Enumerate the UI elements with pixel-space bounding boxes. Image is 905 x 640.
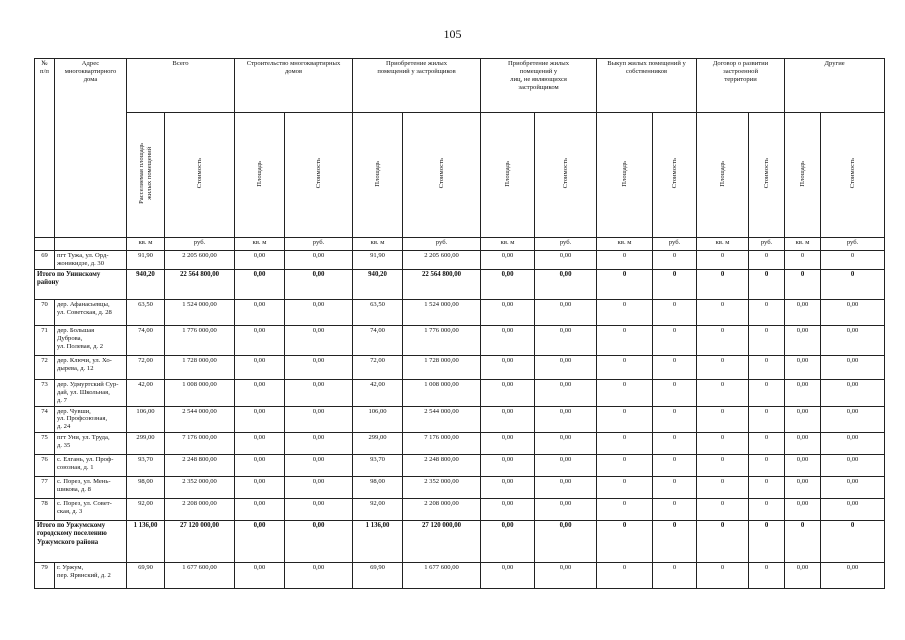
header-subcolumn-label: Стоимость <box>437 158 445 189</box>
value-cell: 0,00 <box>535 433 597 455</box>
value-cell: 0,00 <box>481 251 535 270</box>
header-subcolumn-label: Расселяемая площадь жилых помещений <box>137 143 153 204</box>
value-cell: 1 008 000,00 <box>165 379 235 406</box>
value-cell: 0,00 <box>285 521 353 563</box>
value-cell: 0,00 <box>785 433 821 455</box>
value-cell: 0,00 <box>481 455 535 477</box>
table-row <box>35 477 885 499</box>
header-subcolumn-label: Стоимость <box>670 158 678 189</box>
value-cell: 0 <box>653 355 697 379</box>
value-cell: 0,00 <box>785 355 821 379</box>
subtotal-label: Итого по Унинскому району <box>35 269 127 299</box>
header-num: № п/п <box>35 59 55 238</box>
address-cell: пгт Тужа, ул. Орд- жоникидзе, д. 30 <box>55 251 127 270</box>
value-cell: 0,00 <box>535 563 597 589</box>
value-cell: 0 <box>697 355 749 379</box>
value-cell: 0 <box>749 355 785 379</box>
value-cell: 106,00 <box>353 406 403 433</box>
value-cell: 92,00 <box>353 499 403 521</box>
address-cell: с. Порез, ул. Совет- ская, д. 3 <box>55 499 127 521</box>
value-cell: 0 <box>697 269 749 299</box>
value-cell: 299,00 <box>353 433 403 455</box>
subtotal-row <box>35 521 885 563</box>
value-cell: 0 <box>749 521 785 563</box>
header-subcolumn <box>285 113 353 238</box>
unit-blank-num <box>35 238 55 251</box>
value-cell: 0,00 <box>285 251 353 270</box>
value-cell: 940,20 <box>127 269 165 299</box>
value-cell: 0,00 <box>235 299 285 325</box>
value-cell: 0 <box>749 325 785 355</box>
value-cell: 42,00 <box>353 379 403 406</box>
value-cell: 0,00 <box>481 433 535 455</box>
row-number: 70 <box>35 299 55 325</box>
value-cell: 0,00 <box>535 499 597 521</box>
value-cell: 0,00 <box>235 433 285 455</box>
value-cell: 0 <box>597 251 653 270</box>
table-row <box>35 455 885 477</box>
value-cell: 0 <box>749 477 785 499</box>
table-row <box>35 379 885 406</box>
value-cell: 0 <box>597 325 653 355</box>
value-cell: 0,00 <box>481 299 535 325</box>
subtotal-row <box>35 269 885 299</box>
table-row <box>35 299 885 325</box>
value-cell: 0 <box>697 477 749 499</box>
value-cell: 0 <box>749 379 785 406</box>
header-subcolumn-label: Площадь <box>503 160 511 187</box>
row-number: 72 <box>35 355 55 379</box>
row-number: 69 <box>35 251 55 270</box>
address-cell: пгт Уни, ул. Труда, д. 35 <box>55 433 127 455</box>
value-cell: 0 <box>697 379 749 406</box>
header-subcolumn <box>697 113 749 238</box>
row-number: 71 <box>35 325 55 355</box>
value-cell: 0,00 <box>821 455 885 477</box>
value-cell: 0 <box>697 299 749 325</box>
unit-cell: кв. м <box>785 238 821 251</box>
unit-cell: руб. <box>285 238 353 251</box>
value-cell: 1 136,00 <box>127 521 165 563</box>
value-cell: 0,00 <box>285 406 353 433</box>
value-cell: 0 <box>697 563 749 589</box>
page-number: 105 <box>443 27 462 41</box>
value-cell: 0 <box>697 455 749 477</box>
unit-blank-address <box>55 238 127 251</box>
header-subcolumn <box>235 113 285 238</box>
value-cell: 0 <box>597 455 653 477</box>
header-group-row <box>35 59 885 113</box>
value-cell: 72,00 <box>353 355 403 379</box>
unit-cell: кв. м <box>481 238 535 251</box>
value-cell: 0 <box>653 251 697 270</box>
header-group: Приобретение жилых помещений у застройщиков <box>353 59 481 113</box>
row-number: 74 <box>35 406 55 433</box>
value-cell: 93,70 <box>127 455 165 477</box>
value-cell: 0 <box>653 379 697 406</box>
header-subcolumn-label: Площадь <box>798 160 806 187</box>
value-cell: 2 248 800,00 <box>165 455 235 477</box>
value-cell: 27 120 000,00 <box>403 521 481 563</box>
value-cell: 1 524 000,00 <box>403 299 481 325</box>
value-cell: 2 208 000,00 <box>403 499 481 521</box>
value-cell: 0,00 <box>821 379 885 406</box>
header-subcolumn-label: Площадь <box>255 160 263 187</box>
value-cell: 0,00 <box>235 499 285 521</box>
header-subcolumn <box>597 113 653 238</box>
value-cell: 0 <box>697 406 749 433</box>
value-cell: 0,00 <box>821 406 885 433</box>
row-number: 73 <box>35 379 55 406</box>
address-cell: дер. Ключи, ул. Хо- дырева, д. 12 <box>55 355 127 379</box>
value-cell: 0,00 <box>821 299 885 325</box>
value-cell: 0 <box>653 563 697 589</box>
value-cell: 0,00 <box>481 499 535 521</box>
value-cell: 0 <box>821 269 885 299</box>
value-cell: 69,90 <box>353 563 403 589</box>
value-cell: 2 208 000,00 <box>165 499 235 521</box>
value-cell: 0,00 <box>285 477 353 499</box>
value-cell: 92,00 <box>127 499 165 521</box>
value-cell: 0,00 <box>821 499 885 521</box>
value-cell: 0 <box>697 521 749 563</box>
value-cell: 0,00 <box>481 355 535 379</box>
header-address: Адрес многоквартирного дома <box>55 59 127 238</box>
header-subcolumn-label: Площадь <box>620 160 628 187</box>
table-row <box>35 325 885 355</box>
value-cell: 0 <box>749 406 785 433</box>
value-cell: 0,00 <box>481 269 535 299</box>
value-cell: 0,00 <box>481 325 535 355</box>
unit-cell: кв. м <box>697 238 749 251</box>
value-cell: 0,00 <box>535 299 597 325</box>
value-cell: 0,00 <box>785 299 821 325</box>
header-subcolumn <box>821 113 885 238</box>
header-unit-row <box>35 238 885 251</box>
value-cell: 0 <box>749 499 785 521</box>
value-cell: 2 544 000,00 <box>403 406 481 433</box>
value-cell: 0 <box>597 433 653 455</box>
value-cell: 106,00 <box>127 406 165 433</box>
value-cell: 0 <box>597 269 653 299</box>
address-cell: дер. Удмуртский Сур- дай, ул. Школьная, д. 7 <box>55 379 127 406</box>
value-cell: 0,00 <box>535 379 597 406</box>
address-cell: дер. Большая Дуброва, ул. Полевая, д. 2 <box>55 325 127 355</box>
value-cell: 0,00 <box>285 563 353 589</box>
value-cell: 0,00 <box>535 269 597 299</box>
value-cell: 0,00 <box>821 563 885 589</box>
value-cell: 27 120 000,00 <box>165 521 235 563</box>
header-subcolumn <box>353 113 403 238</box>
value-cell: 98,00 <box>127 477 165 499</box>
value-cell: 0 <box>597 355 653 379</box>
row-number: 79 <box>35 563 55 589</box>
value-cell: 0 <box>653 521 697 563</box>
value-cell: 0 <box>653 406 697 433</box>
row-number: 76 <box>35 455 55 477</box>
value-cell: 2 248 800,00 <box>403 455 481 477</box>
unit-cell: руб. <box>535 238 597 251</box>
value-cell: 2 544 000,00 <box>165 406 235 433</box>
value-cell: 0 <box>749 251 785 270</box>
value-cell: 1 524 000,00 <box>165 299 235 325</box>
value-cell: 2 352 000,00 <box>165 477 235 499</box>
header-subcolumn-label: Стоимость <box>561 158 569 189</box>
header-group: Всего <box>127 59 235 113</box>
value-cell: 0,00 <box>535 521 597 563</box>
value-cell: 0 <box>749 455 785 477</box>
address-cell: г. Уржум, пер. Ярвнский, д. 2 <box>55 563 127 589</box>
value-cell: 0,00 <box>235 325 285 355</box>
value-cell: 0,00 <box>785 563 821 589</box>
value-cell: 0,00 <box>235 355 285 379</box>
value-cell: 93,70 <box>353 455 403 477</box>
value-cell: 0,00 <box>821 325 885 355</box>
header-subcolumn <box>481 113 535 238</box>
value-cell: 0,00 <box>481 477 535 499</box>
value-cell: 22 564 800,00 <box>165 269 235 299</box>
value-cell: 0 <box>597 521 653 563</box>
subtotal-label: Итого по Уржумскому городскому поселению Уржумского района <box>35 521 127 563</box>
address-cell: дер. Афанасьевцы, ул. Советская, д. 28 <box>55 299 127 325</box>
value-cell: 0,00 <box>285 433 353 455</box>
header-subcolumn <box>653 113 697 238</box>
value-cell: 0 <box>597 299 653 325</box>
unit-cell: кв. м <box>597 238 653 251</box>
value-cell: 0 <box>749 299 785 325</box>
value-cell: 91,90 <box>127 251 165 270</box>
header-group: Строительство многоквартирных домов <box>235 59 353 113</box>
value-cell: 69,90 <box>127 563 165 589</box>
value-cell: 98,00 <box>353 477 403 499</box>
value-cell: 0,00 <box>481 406 535 433</box>
value-cell: 1 728 000,00 <box>165 355 235 379</box>
value-cell: 0 <box>785 521 821 563</box>
unit-cell: руб. <box>403 238 481 251</box>
value-cell: 0,00 <box>821 433 885 455</box>
value-cell: 0,00 <box>785 406 821 433</box>
value-cell: 0 <box>653 325 697 355</box>
unit-cell: руб. <box>821 238 885 251</box>
header-subcolumn <box>165 113 235 238</box>
value-cell: 0 <box>697 499 749 521</box>
value-cell: 74,00 <box>127 325 165 355</box>
row-number: 77 <box>35 477 55 499</box>
header-subcolumn-label: Стоимость <box>848 158 856 189</box>
value-cell: 0,00 <box>285 355 353 379</box>
value-cell: 0 <box>597 477 653 499</box>
value-cell: 0 <box>653 299 697 325</box>
value-cell: 63,50 <box>127 299 165 325</box>
header-subcolumn <box>535 113 597 238</box>
header-subcolumn <box>785 113 821 238</box>
value-cell: 0 <box>653 477 697 499</box>
header-subcolumn <box>749 113 785 238</box>
value-cell: 1 776 000,00 <box>403 325 481 355</box>
value-cell: 72,00 <box>127 355 165 379</box>
value-cell: 0,00 <box>235 379 285 406</box>
value-cell: 74,00 <box>353 325 403 355</box>
address-cell: дер. Чувши, ул. Профсоюзная, д. 24 <box>55 406 127 433</box>
value-cell: 0,00 <box>285 455 353 477</box>
value-cell: 0 <box>653 455 697 477</box>
value-cell: 0 <box>821 251 885 270</box>
header-group: Выкуп жилых помещений у собственников <box>597 59 697 113</box>
value-cell: 63,50 <box>353 299 403 325</box>
address-cell: с. Порез, ул. Мень- шикова, д. 8 <box>55 477 127 499</box>
value-cell: 0,00 <box>785 499 821 521</box>
value-cell: 0 <box>653 269 697 299</box>
value-cell: 0,00 <box>235 269 285 299</box>
value-cell: 0,00 <box>235 251 285 270</box>
table-row <box>35 433 885 455</box>
value-cell: 2 205 600,00 <box>403 251 481 270</box>
table-row <box>35 355 885 379</box>
value-cell: 1 008 000,00 <box>403 379 481 406</box>
value-cell: 42,00 <box>127 379 165 406</box>
value-cell: 7 176 000,00 <box>403 433 481 455</box>
address-cell: с. Елгань, ул. Проф- союзная, д. 1 <box>55 455 127 477</box>
value-cell: 0 <box>597 406 653 433</box>
unit-cell: кв. м <box>353 238 403 251</box>
value-cell: 0,00 <box>535 355 597 379</box>
value-cell: 0,00 <box>481 521 535 563</box>
row-number: 78 <box>35 499 55 521</box>
value-cell: 2 205 600,00 <box>165 251 235 270</box>
header-subcolumn-label: Стоимость <box>195 158 203 189</box>
value-cell: 2 352 000,00 <box>403 477 481 499</box>
value-cell: 0 <box>697 433 749 455</box>
value-cell: 0,00 <box>785 455 821 477</box>
value-cell: 1 776 000,00 <box>165 325 235 355</box>
value-cell: 0,00 <box>481 379 535 406</box>
value-cell: 0 <box>785 251 821 270</box>
value-cell: 0,00 <box>285 269 353 299</box>
header-subcolumn-label: Стоимость <box>762 158 770 189</box>
table-row <box>35 406 885 433</box>
value-cell: 1 136,00 <box>353 521 403 563</box>
unit-cell: руб. <box>165 238 235 251</box>
value-cell: 0,00 <box>535 325 597 355</box>
housing-resettlement-table <box>34 58 885 589</box>
unit-cell: кв. м <box>127 238 165 251</box>
value-cell: 1 677 600,00 <box>403 563 481 589</box>
value-cell: 0 <box>821 521 885 563</box>
value-cell: 0,00 <box>235 455 285 477</box>
value-cell: 91,90 <box>353 251 403 270</box>
value-cell: 0 <box>749 433 785 455</box>
value-cell: 0 <box>653 499 697 521</box>
value-cell: 0 <box>653 433 697 455</box>
value-cell: 0,00 <box>235 521 285 563</box>
value-cell: 0,00 <box>535 455 597 477</box>
unit-cell: руб. <box>653 238 697 251</box>
row-number: 75 <box>35 433 55 455</box>
value-cell: 0,00 <box>535 406 597 433</box>
unit-cell: руб. <box>749 238 785 251</box>
value-cell: 0,00 <box>785 325 821 355</box>
value-cell: 0,00 <box>285 299 353 325</box>
value-cell: 0 <box>697 251 749 270</box>
header-subcolumn-label: Площадь <box>373 160 381 187</box>
value-cell: 0,00 <box>821 355 885 379</box>
value-cell: 0 <box>749 563 785 589</box>
header-group: Приобретение жилых помещений у лиц, не являющихся застройщиком <box>481 59 597 113</box>
value-cell: 0 <box>597 499 653 521</box>
value-cell: 22 564 800,00 <box>403 269 481 299</box>
value-cell: 0,00 <box>285 499 353 521</box>
value-cell: 0,00 <box>285 379 353 406</box>
header-subcolumn <box>127 113 165 238</box>
header-subcolumn-label: Стоимость <box>314 158 322 189</box>
table-row <box>35 499 885 521</box>
value-cell: 0,00 <box>481 563 535 589</box>
value-cell: 0 <box>749 269 785 299</box>
value-cell: 1 677 600,00 <box>165 563 235 589</box>
value-cell: 0,00 <box>285 325 353 355</box>
header-subcolumn-label: Площадь <box>718 160 726 187</box>
value-cell: 0,00 <box>535 477 597 499</box>
value-cell: 0,00 <box>235 563 285 589</box>
value-cell: 0,00 <box>785 379 821 406</box>
value-cell: 1 728 000,00 <box>403 355 481 379</box>
value-cell: 0,00 <box>785 477 821 499</box>
value-cell: 0 <box>697 325 749 355</box>
value-cell: 0,00 <box>235 477 285 499</box>
value-cell: 7 176 000,00 <box>165 433 235 455</box>
value-cell: 940,20 <box>353 269 403 299</box>
value-cell: 0,00 <box>235 406 285 433</box>
value-cell: 299,00 <box>127 433 165 455</box>
unit-cell: кв. м <box>235 238 285 251</box>
table-row <box>35 251 885 270</box>
header-subcolumn <box>403 113 481 238</box>
value-cell: 0 <box>597 563 653 589</box>
header-group: Другие <box>785 59 885 113</box>
value-cell: 0 <box>597 379 653 406</box>
value-cell: 0,00 <box>821 477 885 499</box>
table-row <box>35 563 885 589</box>
value-cell: 0,00 <box>535 251 597 270</box>
header-subcolumn-row <box>35 113 885 238</box>
header-group: Договор о развитии застроенной территории <box>697 59 785 113</box>
value-cell: 0 <box>785 269 821 299</box>
